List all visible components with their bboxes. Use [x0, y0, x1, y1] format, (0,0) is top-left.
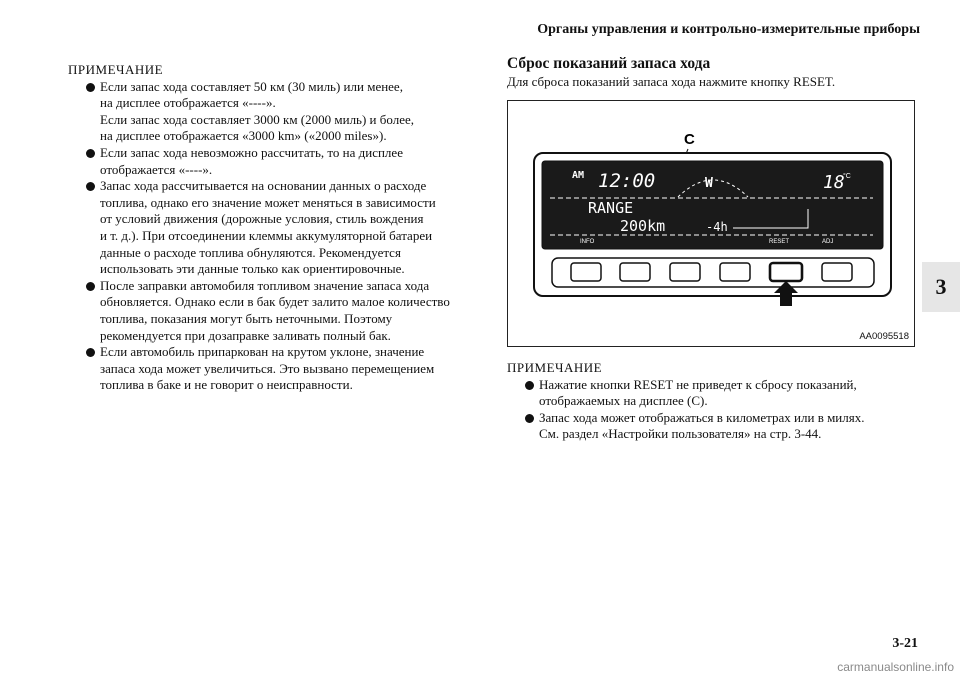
- temperature-unit: °C: [843, 173, 851, 180]
- note-line: отображается «----».: [100, 161, 213, 177]
- temperature-display: 18: [823, 172, 845, 193]
- note-bullet: [68, 145, 480, 178]
- note-label: ПРИМЕЧАНИЕ: [507, 360, 603, 375]
- note-line: Если автомобиль припаркован на крутом уклоне, значение: [100, 344, 425, 360]
- note-bullet: [507, 377, 922, 410]
- note-line: топлива, однако его значение может меняться в зависимости: [100, 194, 436, 210]
- display-button-3: [670, 263, 700, 281]
- note-line: топлива, показания могут быть неточными. Поэтому: [100, 310, 393, 326]
- note-line: запаса хода может увеличиться. Это вызвано перемещением: [100, 360, 435, 376]
- note-bullet: [68, 79, 480, 145]
- display-illustration: [508, 101, 916, 348]
- note-line: Если запас хода составляет 50 км (30 миль) или менее,: [100, 78, 403, 94]
- bullet-icon: [86, 149, 95, 158]
- note-line: Нажатие кнопки RESET не приведет к сбросу показаний,: [539, 376, 857, 392]
- reset-button-highlight: [770, 263, 802, 281]
- page-header-title: Органы управления и контрольно-измерительные приборы: [537, 22, 920, 37]
- am-indicator: AM: [572, 170, 585, 181]
- bullet-icon: [525, 381, 534, 390]
- compass-heading: W: [705, 176, 713, 191]
- watermark: carmanualsonline.info: [837, 660, 954, 674]
- bullet-icon: [86, 182, 95, 191]
- left-note: [68, 62, 480, 394]
- note-line: Если запас хода составляет 3000 км (2000 миль) и более,: [100, 111, 414, 127]
- reset-section: [507, 56, 922, 90]
- bullet-icon: [86, 83, 95, 92]
- section-title: Сброс показаний запаса хода: [507, 55, 711, 72]
- note-bullet: [68, 178, 480, 278]
- note-line: Если запас хода невозможно рассчитать, то на дисплее: [100, 144, 403, 160]
- note-line: на дисплее отображается «----».: [100, 95, 276, 111]
- bullet-icon: [86, 282, 95, 291]
- note-line: топлива в баке и не говорит о неисправности.: [100, 377, 353, 393]
- note-line: использовать эти данные только как ориентировочные.: [100, 261, 405, 277]
- note-line: на дисплее отображается «3000 km» («2000 miles»).: [100, 128, 387, 144]
- clock-display: 12:00: [598, 170, 656, 192]
- page-number: 3-21: [892, 636, 918, 651]
- trip-indicator: -4h: [706, 220, 728, 234]
- note-line: от условий движения (дорожные условия, стиль вождения: [100, 211, 424, 227]
- reset-label: RESET: [769, 239, 790, 245]
- range-value: 200km: [620, 217, 666, 235]
- note-line: отображаемых на дисплее (C).: [539, 393, 708, 409]
- note-line: После заправки автомобиля топливом значение запаса хода: [100, 277, 430, 293]
- note-bullet: [68, 344, 480, 394]
- bullet-icon: [86, 348, 95, 357]
- section-intro: Для сброса показаний запаса хода нажмите кнопку RESET.: [507, 73, 836, 89]
- range-label: RANGE: [588, 199, 634, 217]
- note-bullet: [507, 410, 922, 443]
- note-label: ПРИМЕЧАНИЕ: [68, 62, 164, 77]
- display-figure: [507, 100, 915, 347]
- chapter-tab: 3: [922, 262, 960, 312]
- figure-id: AA0095518: [859, 331, 909, 342]
- callout-label: C: [684, 131, 695, 148]
- note-line: См. раздел «Настройки пользователя» на стр. 3-44.: [539, 426, 822, 442]
- note-bullet: [68, 278, 480, 344]
- note-line: Запас хода может отображаться в километрах или в милях.: [539, 409, 865, 425]
- bullet-icon: [525, 414, 534, 423]
- display-button-4: [720, 263, 750, 281]
- right-note: [507, 360, 922, 443]
- display-button-6: [822, 263, 852, 281]
- display-button-2: [620, 263, 650, 281]
- adj-label: ADJ: [822, 239, 834, 245]
- note-line: данные о расходе топлива обнуляются. Рекомендуется: [100, 244, 401, 260]
- display-button-1: [571, 263, 601, 281]
- note-line: и т. д.). При отсоединении клеммы аккумуляторной батареи: [100, 227, 433, 243]
- note-line: обновляется. Однако если в бак будет залито малое количество: [100, 294, 450, 310]
- note-line: Запас хода рассчитывается на основании данных о расходе: [100, 178, 427, 194]
- note-line: рекомендуется при дозаправке заливать полный бак.: [100, 327, 391, 343]
- info-label: INFO: [580, 239, 595, 245]
